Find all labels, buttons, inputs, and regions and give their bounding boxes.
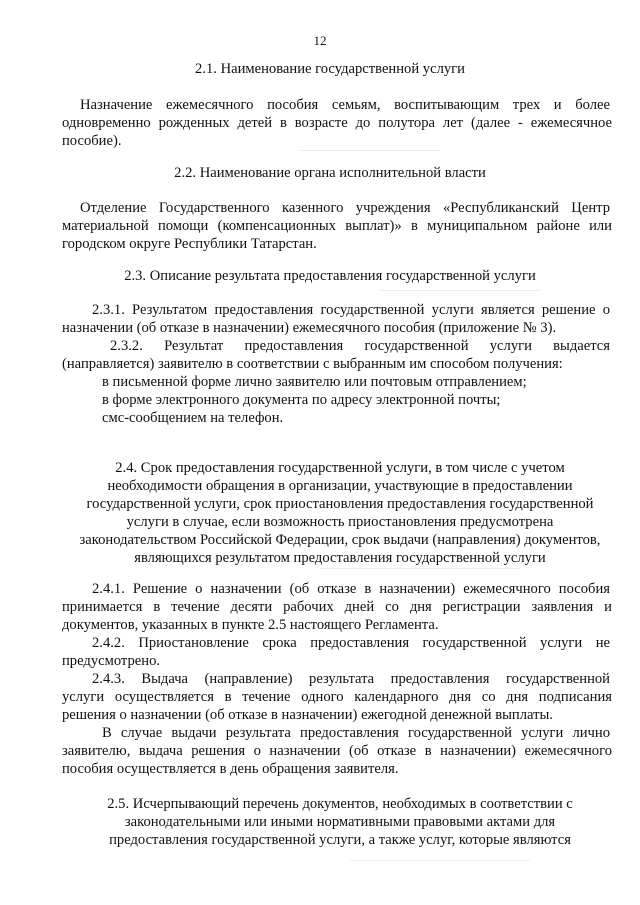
paragraph-line: пособия осуществляется в день обращения заявителя. xyxy=(62,761,399,777)
paragraph-line: решения о назначении (об отказе в назначении) ежегодной денежной выплаты. xyxy=(62,707,553,723)
paragraph-line: 2.3.1. Результатом предоставления государственной услуги является решение о xyxy=(92,302,610,318)
section-2-5-heading-line: 2.5. Исчерпывающий перечень документов, необходимых в соответствии с xyxy=(107,796,573,812)
section-2-3-heading: 2.3. Описание результата предоставления государственной услуги xyxy=(124,268,536,284)
paragraph-line: В случае выдачи результата предоставления государственной услуги лично xyxy=(102,725,610,741)
list-item: смс-сообщением на телефон. xyxy=(102,410,284,426)
scan-artifact xyxy=(380,290,540,291)
paragraph-line: 2.4.1. Решение о назначении (об отказе в назначении) ежемесячного пособия xyxy=(92,581,610,597)
section-2-4-heading-line: являющихся результатом предоставления государственной услуги xyxy=(134,550,546,566)
paragraph-line: пособие). xyxy=(62,133,122,149)
paragraph-line: услуги осуществляется в течение одного календарного дня со дня подписания xyxy=(62,689,612,705)
paragraph-line: городском округе Республики Татарстан. xyxy=(62,236,317,252)
paragraph-line: принимается в течение десяти рабочих дней со дня регистрации заявления и xyxy=(62,599,612,615)
paragraph-line: назначении (об отказе в назначении) ежемесячного пособия (приложение № 3). xyxy=(62,320,557,336)
paragraph-line: (направляется) заявителю в соответствии с выбранным им способом получения: xyxy=(62,356,563,372)
scan-artifact xyxy=(300,150,440,151)
paragraph-line: 2.4.3. Выдача (направление) результата предоставления государственной xyxy=(92,671,610,687)
list-item: в форме электронного документа по адресу электронной почты; xyxy=(102,392,501,408)
section-2-4-heading-line: необходимости обращения в организации, участвующие в предоставлении xyxy=(107,478,573,494)
scan-artifact xyxy=(320,568,520,569)
paragraph-line: заявителю, выдача решения о назначении (об отказе в назначении) ежемесячного xyxy=(62,743,612,759)
section-2-4-heading-line: 2.4. Срок предоставления государственной услуги, в том числе с учетом xyxy=(115,460,565,476)
paragraph-line: Отделение Государственного казенного учреждения «Республиканский Центр xyxy=(80,200,610,216)
list-item: в письменной форме лично заявителю или почтовым отправлением; xyxy=(102,374,527,390)
paragraph-line: одновременно рожденных детей в возрасте до полутора лет (далее - ежемесячное xyxy=(62,115,612,131)
paragraph-line: 2.4.2. Приостановление срока предоставления государственной услуги не xyxy=(92,635,610,651)
section-2-4-heading-line: законодательством Российской Федерации, срок выдачи (направления) документов, xyxy=(79,532,601,548)
section-2-4-heading-line: государственной услуги, срок приостановления предоставления государственной xyxy=(86,496,594,512)
section-2-1-heading: 2.1. Наименование государственной услуги xyxy=(195,61,465,77)
section-2-4-heading-line: услуги в случае, если возможность приостановления предусмотрена xyxy=(126,514,554,530)
section-2-5-heading-line: предоставления государственной услуги, а также услуг, которые являются xyxy=(109,832,571,848)
paragraph-line: документов, указанных в пункте 2.5 настоящего Регламента. xyxy=(62,617,439,633)
paragraph-line: материальной помощи (компенсационных выплат)» в муниципальном районе или xyxy=(62,218,612,234)
section-2-2-heading: 2.2. Наименование органа исполнительной власти xyxy=(174,165,486,181)
paragraph-line: Назначение ежемесячного пособия семьям, воспитывающим трех и более xyxy=(80,97,610,113)
scan-artifact xyxy=(350,860,530,861)
paragraph-line: 2.3.2. Результат предоставления государственной услуги выдается xyxy=(110,338,610,354)
page-number: 12 xyxy=(313,33,327,48)
paragraph-line: предусмотрено. xyxy=(62,653,161,669)
section-2-5-heading-line: законодательными или иными нормативными правовыми актами для xyxy=(124,814,556,830)
